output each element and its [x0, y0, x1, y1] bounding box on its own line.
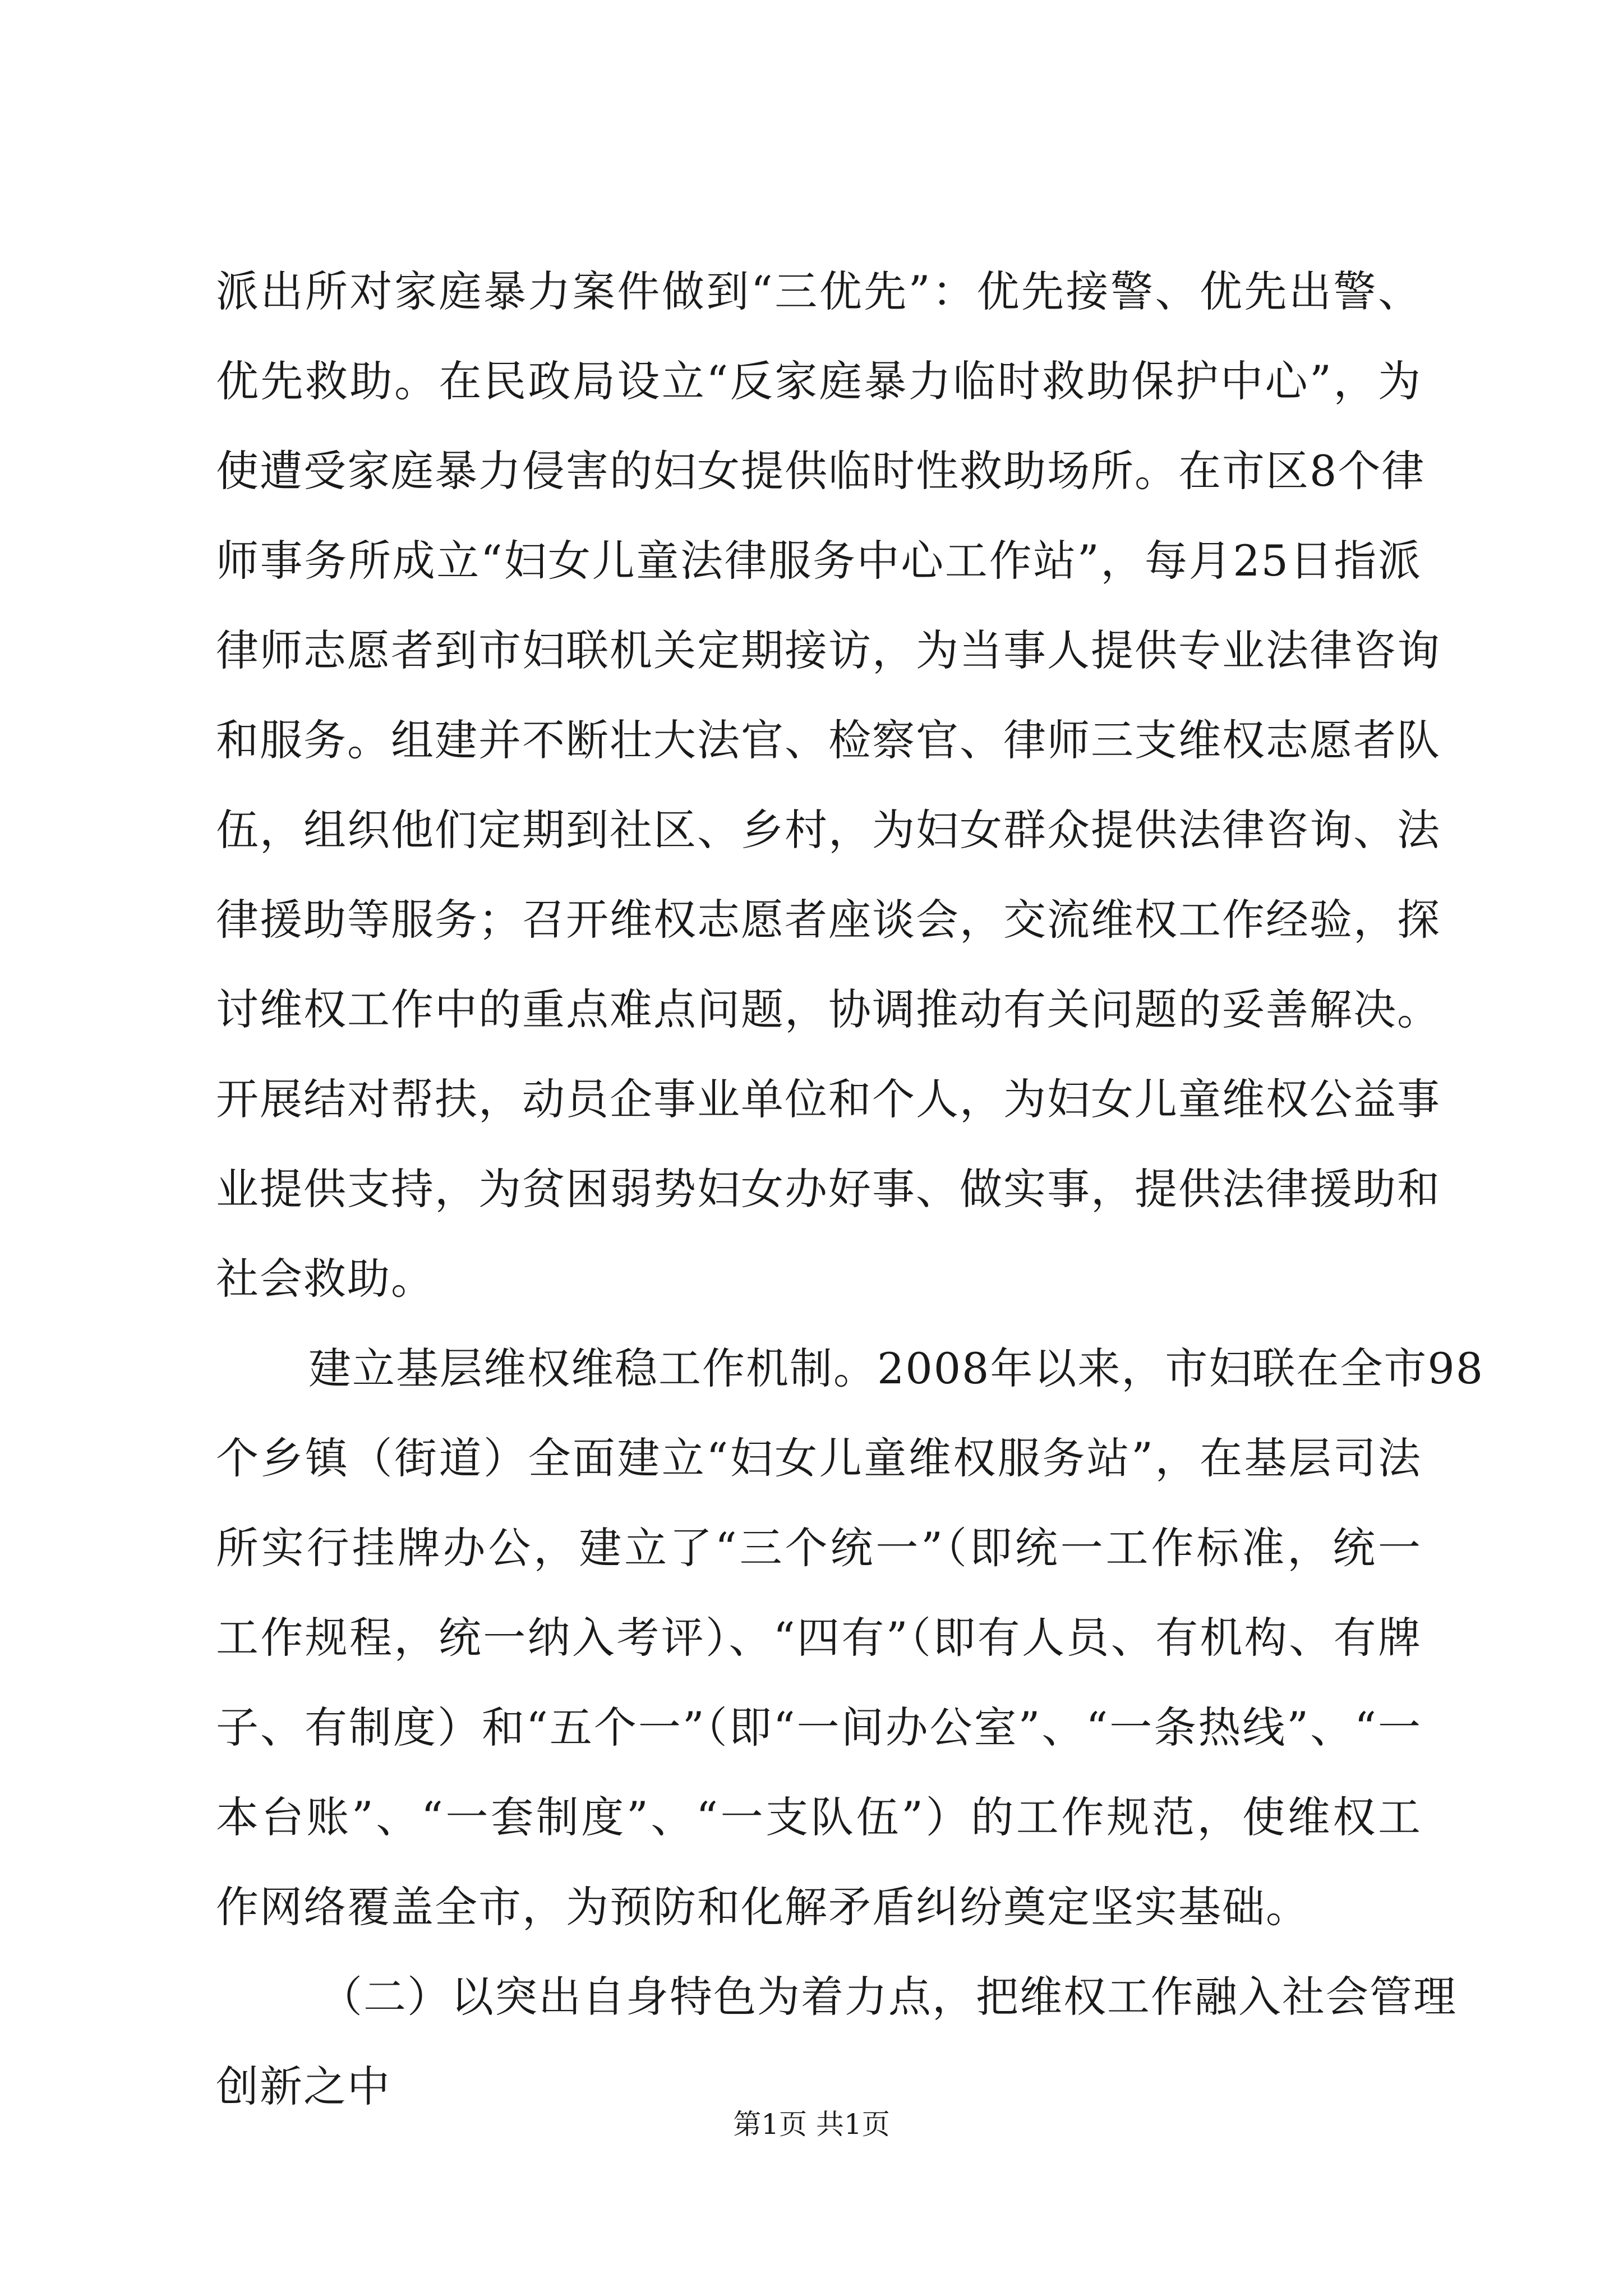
text-line: 使遭受家庭暴力侵害的妇女提供临时性救助场所。在市区8个律	[216, 446, 1426, 496]
text-line: 开展结对帮扶，动员企事业单位和个人，为妇女儿童维权公益事	[216, 1074, 1441, 1124]
text-line: 业提供支持，为贫困弱势妇女办好事、做实事，提供法律援助和	[216, 1164, 1441, 1214]
text-line: 社会救助。	[216, 1254, 435, 1304]
page-number-footer: 第1页 共1页	[733, 2108, 890, 2141]
document-body	[216, 247, 1484, 2132]
paragraph-2	[216, 1324, 1484, 1952]
heading-line: （二）以突出自身特色为着力点，把维权工作融入社会管理	[320, 1972, 1457, 2022]
text-line: 本台账”、“一套制度”、“一支队伍”）的工作规范，使维权工	[216, 1792, 1422, 1842]
text-line: 和服务。组建并不断壮大法官、检察官、律师三支维权志愿者队	[216, 715, 1441, 765]
text-line: 律师志愿者到市妇联机关定期接访，为当事人提供专业法律咨询	[216, 625, 1441, 675]
text-line: 伍，组织他们定期到社区、乡村，为妇女群众提供法律咨询、法	[216, 805, 1441, 855]
text-line: 律援助等服务；召开维权志愿者座谈会，交流维权工作经验，探	[216, 895, 1441, 945]
text-line: 个乡镇（街道）全面建立“妇女儿童维权服务站”，在基层司法	[216, 1433, 1422, 1483]
text-line: 派出所对家庭暴力案件做到“三优先”：优先接警、优先出警、	[216, 266, 1422, 316]
text-line: 师事务所成立“妇女儿童法律服务中心工作站”，每月25日指派	[216, 536, 1422, 586]
text-line: 子、有制度）和“五个一”（即“一间办公室”、“一条热线”、“一	[216, 1703, 1422, 1752]
heading-line: 创新之中	[216, 2062, 391, 2111]
text-line: 作网络覆盖全市，为预防和化解矛盾纠纷奠定坚实基础。	[216, 1882, 1310, 1932]
text-line: 建立基层维权维稳工作机制。2008年以来，市妇联在全市98	[308, 1343, 1484, 1393]
text-line: 讨维权工作中的重点难点问题，协调推动有关问题的妥善解决。	[216, 984, 1441, 1034]
text-line: 所实行挂牌办公，建立了“三个统一”（即统一工作标准，统一	[216, 1523, 1422, 1573]
text-line: 优先救助。在民政局设立“反家庭暴力临时救助保护中心”，为	[216, 356, 1422, 406]
paragraph-1	[216, 247, 1441, 1324]
text-line: 工作规程，统一纳入考评）、“四有”（即有人员、有机构、有牌	[216, 1613, 1422, 1663]
